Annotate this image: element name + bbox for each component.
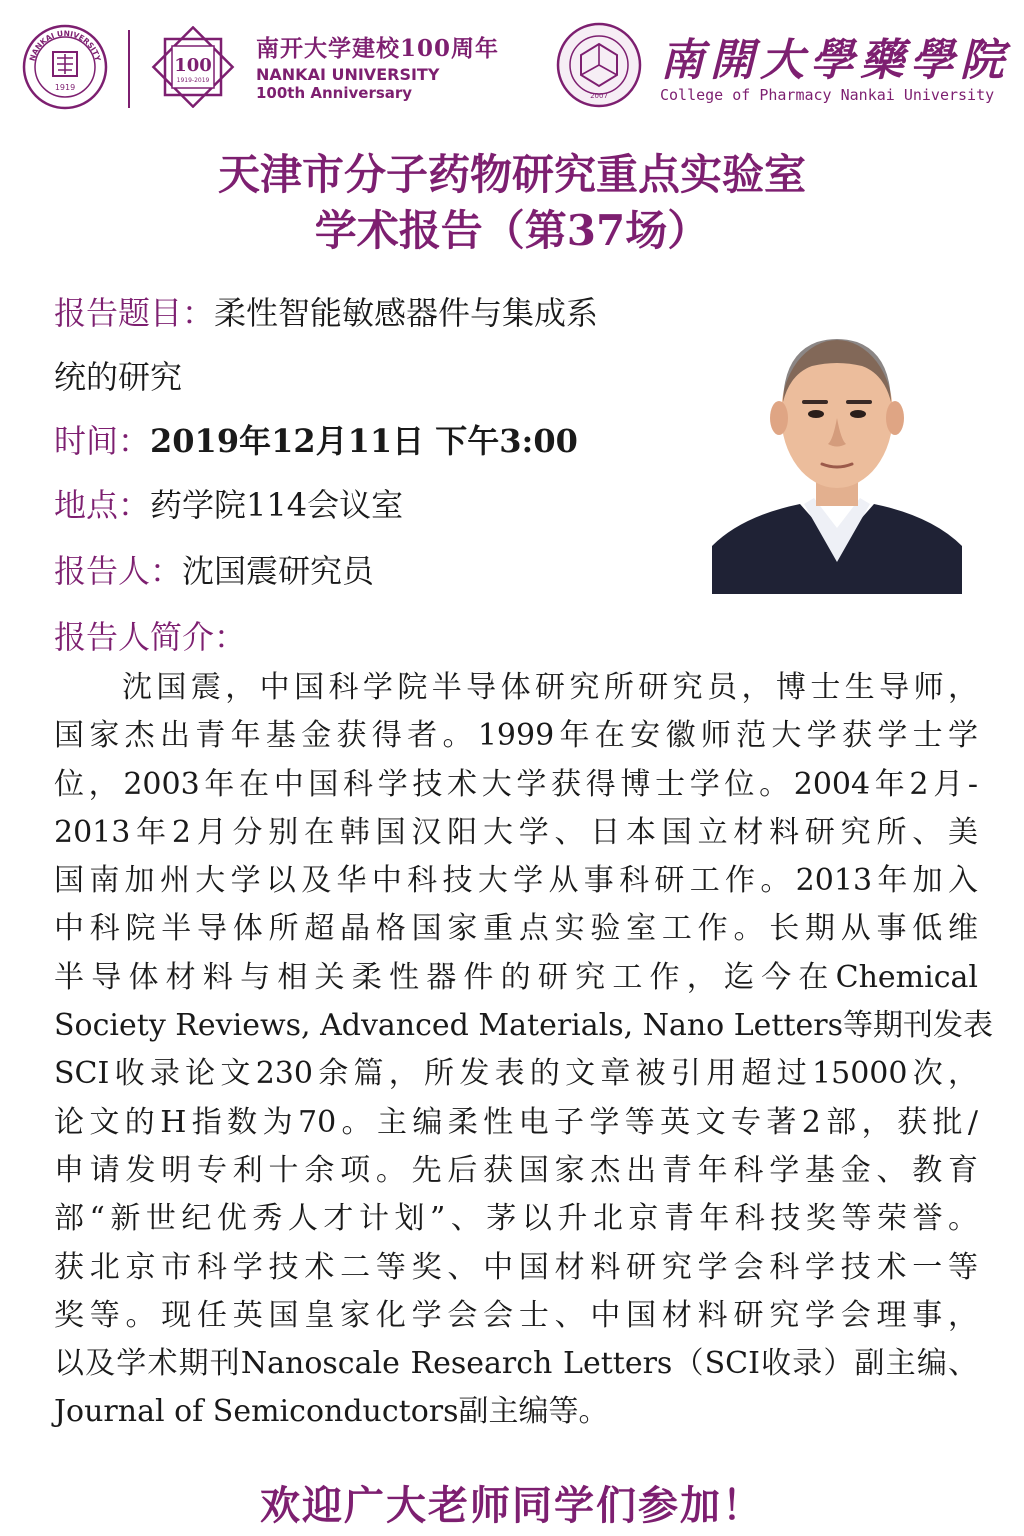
college-text-block [660, 24, 1010, 104]
topic-label: 报告题目： [54, 294, 215, 332]
anniversary-cn: 南开大学建校100周年 [256, 35, 500, 62]
bio-line: 沈国震，中国科学院半导体研究所研究员，博士生导师， [122, 670, 978, 705]
place-value: 药学院114会议室 [150, 486, 404, 524]
header-logo-row [0, 20, 1024, 120]
speaker-label: 报告人： [54, 552, 183, 590]
college-cn: 南開大學藥學院 [660, 35, 1010, 86]
bio-line: 申请发明专利十余项。先后获国家杰出青年科学基金、教育 [54, 1152, 978, 1188]
time-value: 2019年12月11日 下午3:00 [150, 422, 578, 460]
time-label: 时间： [54, 422, 151, 460]
bio-line: 部“新世纪优秀人才计划”、茅以升北京青年科技奖等荣誉。 [54, 1201, 978, 1237]
bio-heading-row [54, 612, 246, 658]
bio-line: 中科院半导体所超晶格国家重点实验室工作。长期从事低维 [54, 911, 978, 947]
bio-line: Society Reviews, Advanced Materials, Nano Letters等期刊发表 [54, 1008, 994, 1044]
bio-line: 论文的H指数为70。主编柔性电子学等英文专著2部，获批/ [54, 1104, 978, 1140]
anniversary-text-block [256, 30, 499, 102]
topic-value-continued: 统的研究 [54, 358, 183, 396]
bio-line: Journal of Semiconductors副主编等。 [54, 1394, 609, 1430]
anniversary-emblem-number: 100 [174, 55, 212, 76]
speaker-row [54, 546, 374, 592]
bio-line: 奖等。现任英国皇家化学会会士、中国材料研究学会理事， [54, 1297, 978, 1333]
speaker-value: 沈国震研究员 [182, 552, 375, 590]
lab-title: 天津市分子药物研究重点实验室 [217, 150, 806, 199]
bio-line: 半导体材料与相关柔性器件的研究工作，迄今在Chemical [54, 959, 978, 995]
nankai-university-seal-icon [22, 24, 108, 110]
college-of-pharmacy-seal-icon [556, 22, 642, 108]
topic-row-continued [54, 352, 182, 398]
speaker-portrait [712, 314, 962, 594]
anniversary-emblem-years: 1919-2019 [176, 77, 210, 84]
place-row [54, 480, 403, 526]
place-label: 地点： [54, 486, 151, 524]
welcome-message: 欢迎广大老师同学们参加！ [260, 1482, 764, 1529]
logo-divider [128, 30, 130, 108]
speaker-biography [54, 664, 994, 1437]
topic-value: 柔性智能敏感器件与集成系 [214, 294, 599, 332]
topic-row [54, 288, 598, 334]
anniversary-en-university: NANKAI UNIVERSITY [256, 65, 440, 84]
bio-line: 位，2003年在中国科学技术大学获得博士学位。2004年2月- [54, 766, 978, 802]
bio-line: SCI收录论文230余篇，所发表的文章被引用超过15000次， [54, 1056, 978, 1092]
bio-label: 报告人简介： [54, 618, 247, 656]
bio-line: 2013年2月分别在韩国汉阳大学、日本国立材料研究所、美 [54, 814, 978, 850]
nankai-seal-text: NANKAI UNIVERSITY [27, 28, 103, 63]
anniversary-emblem-icon [150, 26, 236, 108]
time-row [54, 416, 578, 462]
college-en: College of Pharmacy Nankai University [660, 86, 995, 104]
nankai-seal-year: 1919 [54, 83, 76, 92]
anniversary-en-subtitle: 100th Anniversary [256, 84, 413, 102]
college-seal-year: 2007 [590, 92, 608, 100]
report-series-title: 学术报告（第37场） [314, 206, 710, 255]
bio-line: 获北京市科学技术二等奖、中国材料研究学会科学技术一等 [54, 1249, 978, 1285]
bio-line: 国南加州大学以及华中科技大学从事科研工作。2013年加入 [54, 863, 978, 899]
bio-line: 以及学术期刊Nanoscale Research Letters（SCI收录）副主编、 [54, 1346, 978, 1382]
bio-line: 国家杰出青年基金获得者。1999年在安徽师范大学获学士学 [54, 718, 978, 754]
